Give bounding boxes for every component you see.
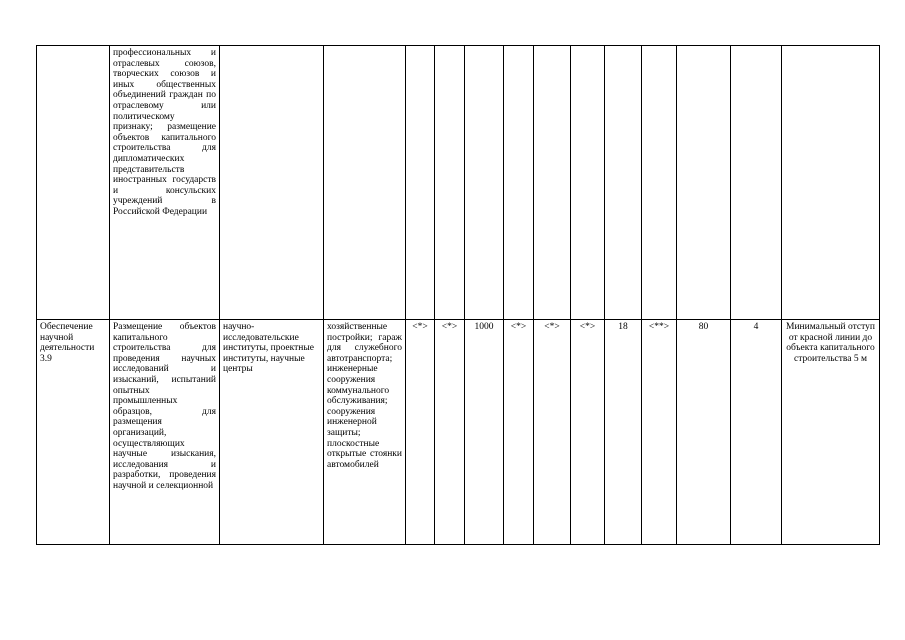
param-cell: 1000 [465, 320, 504, 545]
param-cell [435, 46, 465, 320]
param-cell [534, 46, 571, 320]
param-cell: <*> [504, 320, 534, 545]
notes-cell: Минимальный отступ от красной линии до объекта капитального строительства 5 м [782, 320, 880, 545]
auxiliary-use-cell [324, 46, 406, 320]
zone-name-cell [37, 46, 110, 320]
notes-cell [782, 46, 880, 320]
table-row [37, 46, 880, 320]
param-cell: 4 [731, 320, 782, 545]
param-cell [677, 46, 731, 320]
param-cell: <*> [571, 320, 605, 545]
regulations-table [36, 45, 880, 545]
param-cell [605, 46, 642, 320]
param-cell [465, 46, 504, 320]
objects-cell: научно-исследовательские институты, проектные институты, научные центры [220, 320, 324, 545]
param-cell [571, 46, 605, 320]
param-cell: 18 [605, 320, 642, 545]
param-cell: <*> [406, 320, 435, 545]
param-cell: 80 [677, 320, 731, 545]
param-cell: <*> [534, 320, 571, 545]
param-cell [504, 46, 534, 320]
objects-cell [220, 46, 324, 320]
param-cell: <**> [642, 320, 677, 545]
param-cell: <*> [435, 320, 465, 545]
auxiliary-use-cell: хозяйственные постройки; гараж для служебного автотранспорта; инженерные сооружения коммунального обслуживания; сооружения инженерной защиты; плоскостные открытые стоянки автомобилей [324, 320, 406, 545]
use-description-cell: профессиональных и отраслевых союзов, творческих союзов и иных общественных объединений граждан по отраслевому или политическому признаку; размещение объектов капитального строительства для дипломатических представительств иностранных государств и консульских учреждений в Российской Федерации [110, 46, 220, 320]
param-cell [731, 46, 782, 320]
use-description-cell: Размещение объектов капитального строительства для проведения научных исследований и изысканий, испытаний опытных промышленных образцов, для размещения организаций, осуществляющих научные изыскания, исследования и разработки, проведения научной и селекционной [110, 320, 220, 545]
table-row [37, 320, 880, 545]
param-cell [642, 46, 677, 320]
zone-name-cell: Обеспечение научной деятельности 3.9 [37, 320, 110, 545]
param-cell [406, 46, 435, 320]
